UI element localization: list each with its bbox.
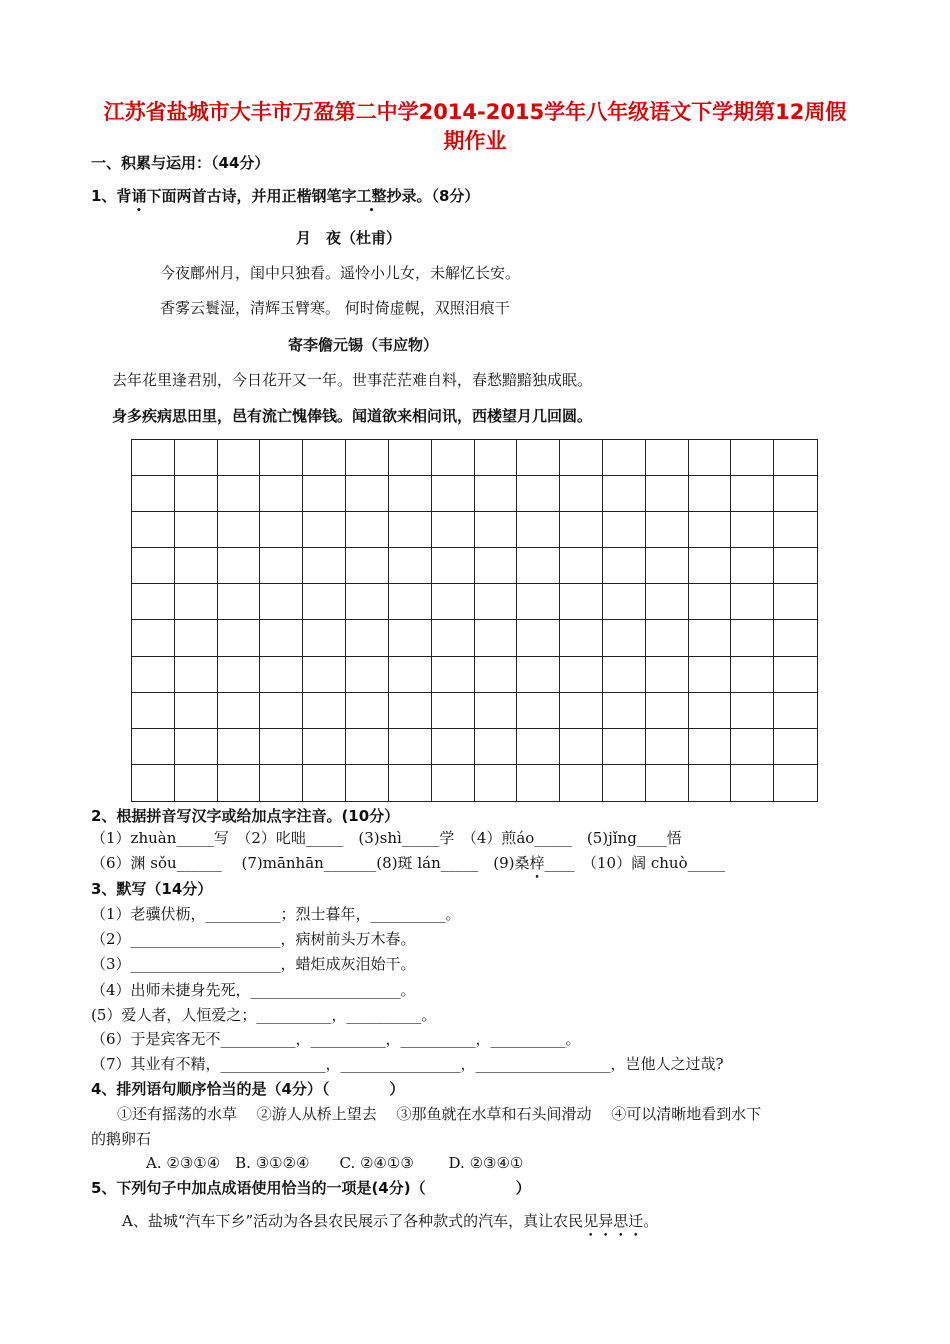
grid-cell — [432, 729, 475, 765]
grid-cell — [731, 476, 774, 512]
grid-cell — [475, 584, 518, 620]
grid-cell — [646, 693, 689, 729]
grid-cell — [731, 440, 774, 476]
grid-cell — [731, 584, 774, 620]
grid-cell — [218, 584, 261, 620]
grid-cell — [560, 657, 603, 693]
grid-cell — [560, 584, 603, 620]
grid-cell — [303, 512, 346, 548]
grid-cell — [260, 512, 303, 548]
grid-cell — [646, 476, 689, 512]
q5-option-a-dot-4: 迁 — [628, 1212, 644, 1230]
grid-cell — [389, 512, 432, 548]
grid-cell — [260, 729, 303, 765]
section-1-heading: 一、积累与运用：（44分） — [91, 154, 270, 172]
grid-cell — [774, 657, 817, 693]
grid-cell — [646, 657, 689, 693]
q1-prompt-post: 抄录。（8分） — [386, 187, 480, 205]
grid-cell — [731, 620, 774, 656]
grid-cell — [689, 548, 732, 584]
grid-cell — [517, 657, 560, 693]
grid-cell — [346, 512, 389, 548]
grid-cell — [432, 584, 475, 620]
q5-option-a-dot-2: 异 — [598, 1212, 614, 1230]
grid-cell — [517, 476, 560, 512]
grid-cell — [218, 476, 261, 512]
q4-options: A. ②③①④ B. ③①②④ C. ②④①③ D. ②③④① — [146, 1154, 524, 1172]
grid-cell — [774, 620, 817, 656]
grid-cell — [774, 765, 817, 801]
grid-cell — [689, 765, 732, 801]
grid-cell — [517, 620, 560, 656]
grid-cell — [303, 657, 346, 693]
grid-cell — [560, 620, 603, 656]
q1-prompt-dot1: 诵 — [131, 187, 147, 205]
grid-cell — [603, 729, 646, 765]
poem2-line-2: 身多疾病思田里，邑有流亡愧俸钱。闻道欲来相问讯，西楼望月几回圆。 — [112, 407, 593, 425]
grid-cell — [132, 693, 175, 729]
writing-grid — [131, 439, 818, 802]
grid-cell — [517, 765, 560, 801]
grid-cell — [303, 548, 346, 584]
grid-cell — [689, 620, 732, 656]
grid-cell — [175, 620, 218, 656]
q5-heading: 5、下列句子中加点成语使用恰当的一项是(4分)（ ） — [91, 1179, 531, 1197]
grid-cell — [389, 765, 432, 801]
poem1-line-1: 今夜鄜州月，闺中只独看。遥怜小儿女，未解忆长安。 — [160, 264, 521, 282]
q3-item-1: （1）老骥伏枥，__________；烈士暮年，__________。 — [91, 905, 461, 923]
grid-cell — [303, 729, 346, 765]
grid-cell — [731, 765, 774, 801]
grid-cell — [132, 620, 175, 656]
grid-cell — [560, 440, 603, 476]
grid-cell — [603, 512, 646, 548]
q3-item-4: （4）出师未捷身先死，____________________。 — [91, 981, 416, 999]
grid-cell — [132, 584, 175, 620]
grid-cell — [517, 729, 560, 765]
grid-cell — [603, 693, 646, 729]
grid-cell — [303, 584, 346, 620]
poem2-line-1: 去年花里逢君别，今日花开又一年。世事茫茫难自料，春愁黯黯独成眠。 — [112, 371, 593, 389]
grid-cell — [260, 476, 303, 512]
q1-prompt-mid: 下面两首古诗，并用正楷钢笔字 — [146, 187, 357, 205]
grid-cell — [303, 620, 346, 656]
grid-cell — [689, 657, 732, 693]
q3-item-7: （7）其业有不精，______________，________________，__________________，岂他人之过哉? — [91, 1055, 724, 1073]
grid-cell — [432, 476, 475, 512]
grid-cell — [731, 657, 774, 693]
grid-cell — [389, 693, 432, 729]
grid-cell — [560, 729, 603, 765]
grid-cell — [517, 548, 560, 584]
grid-cell — [731, 548, 774, 584]
grid-cell — [175, 657, 218, 693]
grid-cell — [475, 729, 518, 765]
grid-cell — [603, 657, 646, 693]
grid-cell — [646, 512, 689, 548]
grid-cell — [475, 440, 518, 476]
grid-cell — [560, 476, 603, 512]
grid-cell — [175, 476, 218, 512]
grid-cell — [389, 548, 432, 584]
grid-cell — [132, 548, 175, 584]
q2-row-1: （1）zhuàn_____写 （2）叱咄_____ (3)shì_____学 （4）煎áo_____ (5)jǐng____悟 — [91, 829, 682, 847]
grid-cell — [346, 440, 389, 476]
grid-cell — [346, 476, 389, 512]
grid-cell — [346, 620, 389, 656]
grid-cell — [517, 512, 560, 548]
grid-cell — [132, 512, 175, 548]
grid-cell — [689, 512, 732, 548]
grid-cell — [218, 548, 261, 584]
grid-cell — [303, 765, 346, 801]
grid-cell — [260, 584, 303, 620]
grid-cell — [646, 620, 689, 656]
grid-cell — [774, 548, 817, 584]
grid-cell — [432, 620, 475, 656]
q3-item-6: （6）于是宾客无不__________，__________，__________，__________。 — [91, 1030, 581, 1048]
q3-item-3: （3）____________________，蜡炬成灰泪始干。 — [91, 955, 416, 973]
q2-row-2-a: （6）渊 sǒu______ (7)mānhān_______(8)斑 lán_____ (9)桑 — [91, 854, 530, 872]
grid-cell — [603, 765, 646, 801]
grid-cell — [432, 512, 475, 548]
grid-cell — [689, 693, 732, 729]
grid-cell — [132, 440, 175, 476]
grid-cell — [475, 693, 518, 729]
grid-cell — [432, 693, 475, 729]
grid-cell — [218, 512, 261, 548]
grid-cell — [218, 620, 261, 656]
grid-cell — [389, 729, 432, 765]
grid-cell — [389, 476, 432, 512]
grid-cell — [260, 657, 303, 693]
q1-prompt — [91, 186, 479, 206]
grid-cell — [260, 440, 303, 476]
grid-cell — [175, 512, 218, 548]
grid-cell — [475, 657, 518, 693]
grid-cell — [517, 584, 560, 620]
grid-cell — [774, 512, 817, 548]
grid-cell — [603, 620, 646, 656]
grid-cell — [646, 548, 689, 584]
poem2-title: 寄李儋元锡（韦应物） — [288, 336, 439, 354]
grid-cell — [389, 657, 432, 693]
grid-cell — [175, 440, 218, 476]
grid-cell — [175, 729, 218, 765]
poem1-line-2: 香雾云鬟湿，清辉玉臂寒。 何时倚虚幌，双照泪痕干 — [160, 299, 510, 317]
document-title — [60, 98, 890, 156]
grid-cell — [260, 548, 303, 584]
q2-row-2 — [91, 853, 725, 873]
grid-cell — [346, 584, 389, 620]
grid-cell — [260, 620, 303, 656]
grid-cell — [175, 584, 218, 620]
grid-cell — [603, 548, 646, 584]
grid-cell — [346, 657, 389, 693]
q4-line-2: 的鹅卵石 — [91, 1130, 152, 1148]
grid-cell — [346, 548, 389, 584]
grid-cell — [389, 620, 432, 656]
q5-option-a-post: 。 — [643, 1212, 659, 1230]
grid-cell — [560, 512, 603, 548]
grid-cell — [560, 693, 603, 729]
grid-cell — [603, 584, 646, 620]
grid-cell — [389, 440, 432, 476]
grid-cell — [475, 765, 518, 801]
grid-cell — [132, 765, 175, 801]
grid-cell — [774, 476, 817, 512]
grid-cell — [517, 440, 560, 476]
q5-option-a-pre: A、盐城“汽车下乡”活动为各县农民展示了各种款式的汽车，真让农民 — [122, 1212, 584, 1230]
grid-cell — [132, 476, 175, 512]
grid-cell — [303, 476, 346, 512]
grid-cell — [218, 729, 261, 765]
grid-cell — [603, 476, 646, 512]
grid-cell — [346, 693, 389, 729]
poem1-title: 月 夜（杜甫） — [296, 229, 402, 247]
grid-cell — [218, 693, 261, 729]
grid-cell — [560, 765, 603, 801]
q3-item-2: （2）____________________，病树前头万木春。 — [91, 930, 416, 948]
title-line-2: 期作业 — [443, 129, 507, 153]
grid-cell — [303, 693, 346, 729]
grid-cell — [175, 693, 218, 729]
q5-option-a-dot-1: 见 — [583, 1212, 599, 1230]
q2-heading: 2、根据拼音写汉字或给加点字注音。(10分） — [91, 807, 400, 825]
grid-cell — [218, 657, 261, 693]
grid-cell — [731, 693, 774, 729]
grid-cell — [260, 765, 303, 801]
q4-line-1: ①还有摇荡的水草 ②游人从桥上望去 ③那鱼就在水草和石头间滑动 ④可以清晰地看到水下 — [117, 1105, 762, 1123]
q2-row-2-dot: 梓 — [529, 854, 545, 872]
grid-cell — [689, 440, 732, 476]
grid-cell — [432, 765, 475, 801]
grid-cell — [774, 440, 817, 476]
grid-cell — [132, 729, 175, 765]
grid-cell — [560, 548, 603, 584]
grid-cell — [475, 620, 518, 656]
q4-heading: 4、排列语句顺序恰当的是（4分）（ ） — [91, 1080, 405, 1098]
grid-cell — [731, 512, 774, 548]
grid-cell — [646, 729, 689, 765]
q2-row-2-b: ____ （10）阔 chuò_____ — [544, 854, 726, 872]
grid-cell — [432, 440, 475, 476]
q5-option-a-dot-3: 思 — [613, 1212, 629, 1230]
grid-cell — [646, 765, 689, 801]
grid-cell — [260, 693, 303, 729]
grid-cell — [389, 584, 432, 620]
grid-cell — [346, 729, 389, 765]
grid-cell — [475, 476, 518, 512]
grid-cell — [218, 765, 261, 801]
title-line-1: 江苏省盐城市大丰市万盈第二中学2014-2015学年八年级语文下学期第12周假 — [103, 100, 847, 124]
grid-cell — [603, 440, 646, 476]
grid-cell — [774, 729, 817, 765]
grid-cell — [475, 512, 518, 548]
grid-cell — [432, 657, 475, 693]
grid-cell — [218, 440, 261, 476]
grid-cell — [689, 729, 732, 765]
grid-cell — [432, 548, 475, 584]
grid-cell — [774, 584, 817, 620]
grid-cell — [774, 693, 817, 729]
q1-prompt-pre: 1、背 — [91, 187, 132, 205]
q5-option-a — [122, 1211, 658, 1231]
grid-cell — [646, 584, 689, 620]
grid-cell — [303, 440, 346, 476]
grid-cell — [689, 476, 732, 512]
grid-cell — [132, 657, 175, 693]
q3-heading: 3、默写（14分） — [91, 880, 213, 898]
grid-cell — [646, 440, 689, 476]
grid-cell — [175, 765, 218, 801]
grid-cell — [475, 548, 518, 584]
q3-item-5: (5）爱人者，人恒爱之；__________，__________。 — [91, 1006, 437, 1024]
grid-cell — [346, 765, 389, 801]
q1-prompt-dot2: 工整 — [356, 187, 387, 205]
grid-cell — [731, 729, 774, 765]
grid-cell — [689, 584, 732, 620]
grid-cell — [517, 693, 560, 729]
grid-cell — [175, 548, 218, 584]
